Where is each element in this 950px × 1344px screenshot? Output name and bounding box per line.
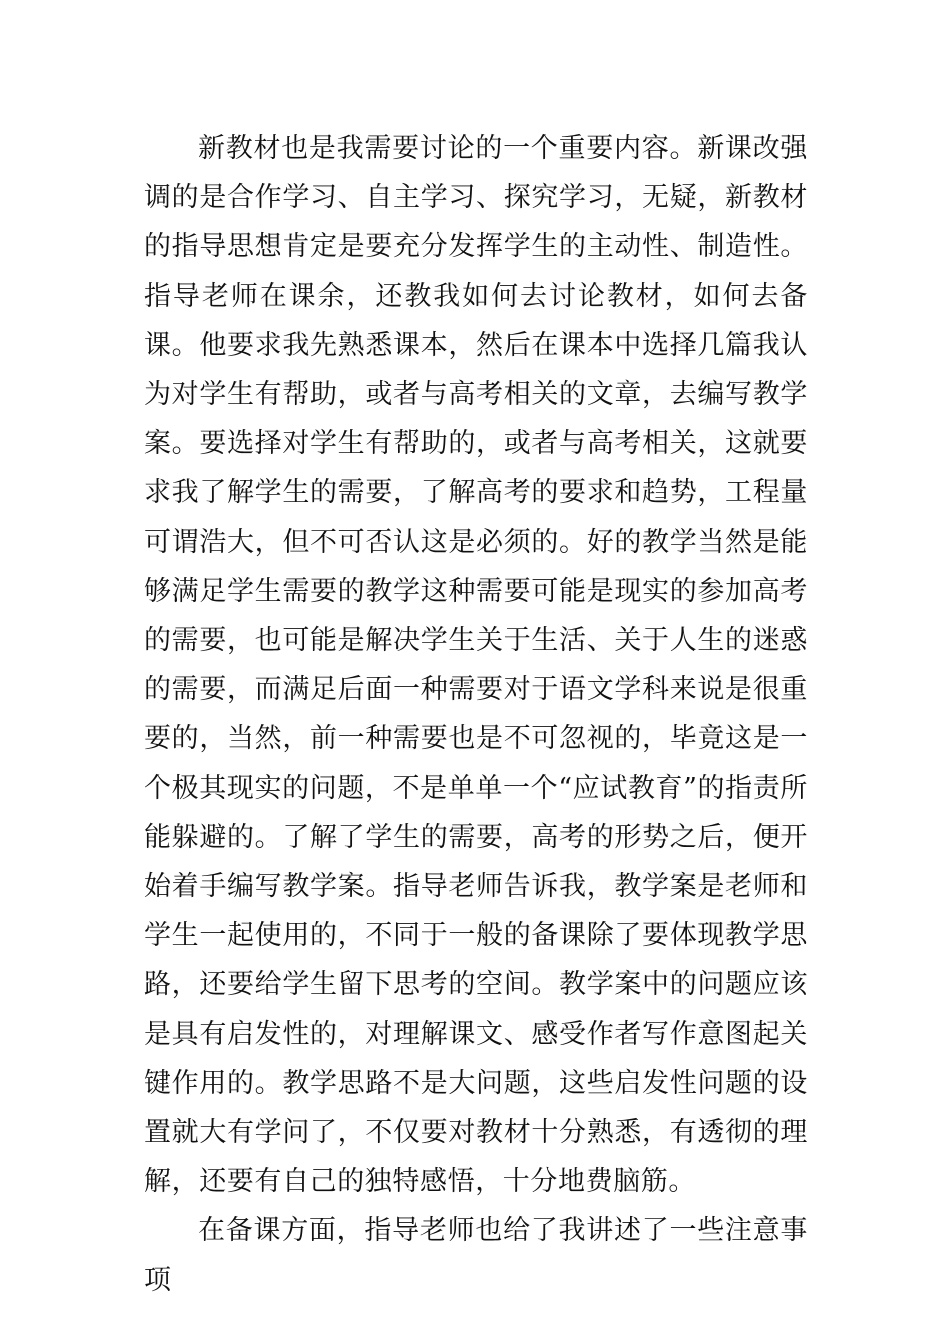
paragraph-1: 新教材也是我需要讨论的一个重要内容。新课改强调的是合作学习、自主学习、探究学习，无疑，新教材的指导思想肯定是要充分发挥学生的主动性、制造性。指导老师在课余，还教我如何去讨论教材，如何去备课。他要求我先熟悉课本，然后在课本中选择几篇我认为对学生有帮助，或者与高考相关的文章，去编写教学案。要选择对学生有帮助的，或者与高考相关，这就要求我了解学生的需要，了解高考的要求和趋势，工程量可谓浩大，但不可否认这是必须的。好的教学当然是能够满足学生需要的教学这种需要可能是现实的参加高考的需要，也可能是解决学生关于生活、关于人生的迷惑的需要，而满足后面一种需要对于语文学科来说是很重要的，当然，前一种需要也是不可忽视的，毕竟这是一个极其现实的问题，不是单单一个“应试教育”的指责所能躲避的。了解了学生的需要，高考的形势之后，便开始着手编写教学案。指导老师告诉我，教学案是老师和学生一起使用的，不同于一般的备课除了要体现教学思路，还要给学生留下思考的空间。教学案中的问题应该是具有启发性的，对理解课文、感受作者写作意图起关键作用的。教学思路不是大问题，这些启发性问题的设置就大有学问了，不仅要对教材十分熟悉，有透彻的理解，还要有自己的独特感悟，十分地费脑筋。 — [144, 133, 808, 1198]
paragraph-2: 在备课方面，指导老师也给了我讲述了一些注意事项 — [144, 1215, 808, 1296]
document-body — [144, 124, 808, 1305]
